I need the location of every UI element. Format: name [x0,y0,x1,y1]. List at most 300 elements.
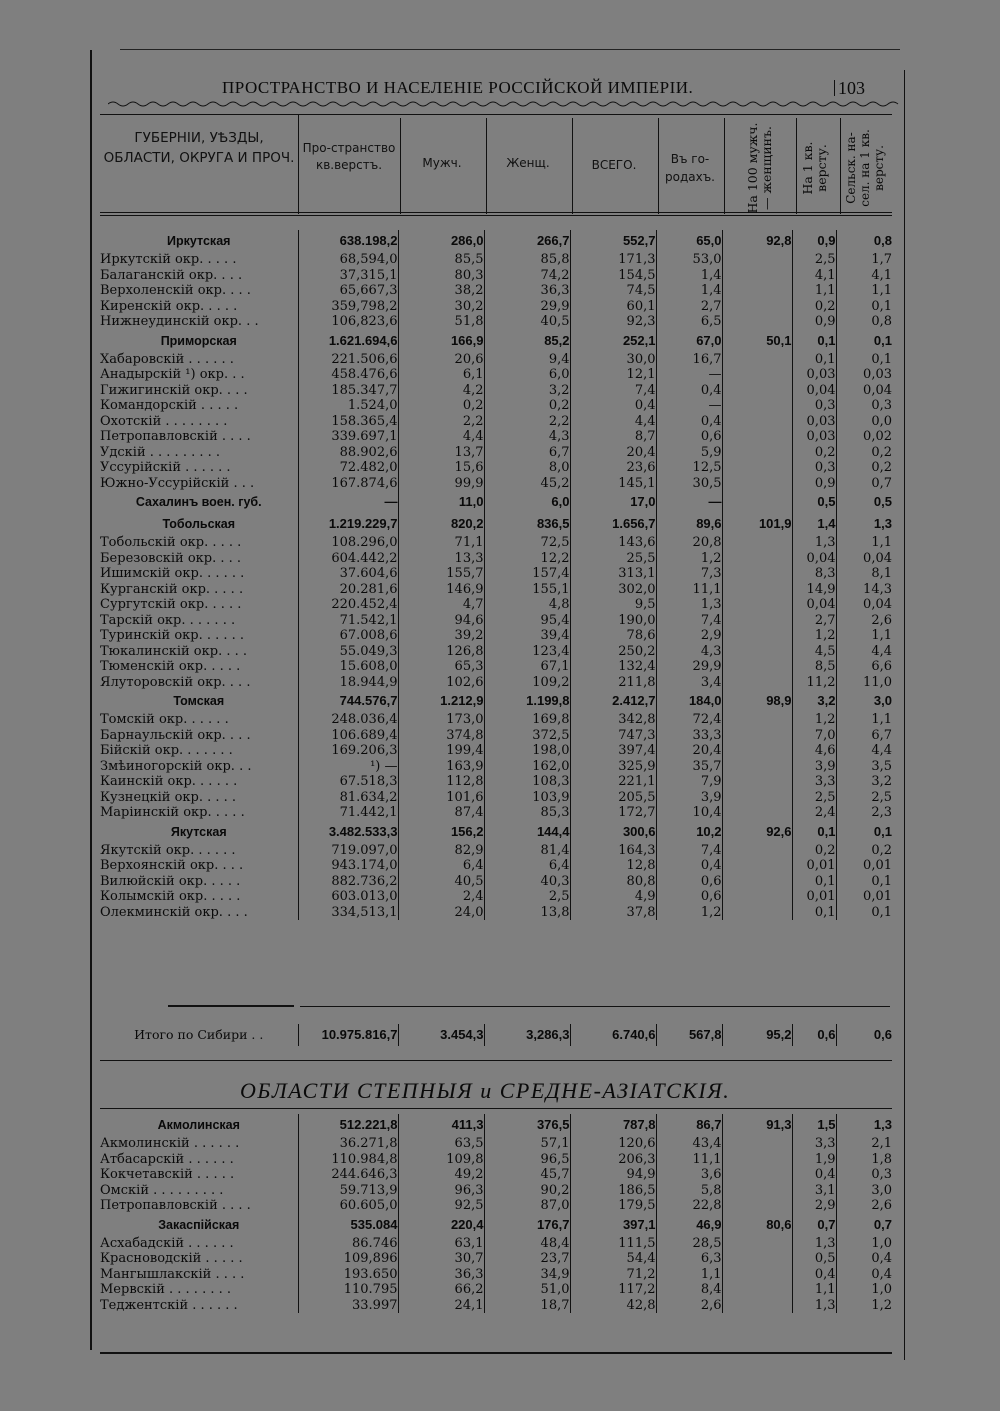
cell: — [656,398,722,414]
cell: 51,8 [398,314,484,330]
cell: 3,3 [792,774,836,790]
table-row [100,398,892,414]
table-row [100,597,892,613]
row-name: Мервскій . . . . . . . . [100,1282,298,1298]
cell: 72,4 [656,712,722,728]
cell: 0,7 [871,475,892,491]
cell: 59.713,9 [298,1183,398,1199]
cell [722,774,792,790]
cell: 24,1 [398,1298,484,1314]
cell: 4,4 [871,743,892,758]
cell: 98,9 [722,690,792,712]
cell: 1,9 [792,1152,836,1168]
row-name: Киренскій окр. . . . . [100,299,298,315]
col-head-area: Про-странство кв.верстъ. [302,141,396,172]
cell: 1,2 [792,628,836,644]
cell: 1,2 [656,551,722,567]
cell: 0,9 [792,314,836,330]
cell: 1,1 [792,1282,836,1298]
row-name: Охотскій . . . . . . . . [100,414,298,430]
cell: 54,4 [570,1251,656,1267]
cell: 0,4 [656,414,722,430]
cell: 604.442,2 [298,551,398,567]
group-row [100,821,892,843]
cell: 37,8 [570,905,656,921]
siberia-table [100,230,892,920]
cell: 535.084 [298,1214,398,1236]
row-name: Петропавловскій . . . . [100,429,298,445]
cell [722,582,792,598]
cell: 110.984,8 [298,1152,398,1168]
cell: 71.442,1 [298,805,398,821]
table-row [100,252,892,268]
cell: 96,5 [484,1152,570,1168]
cell: 80,6 [722,1214,792,1236]
cell: 1,1 [792,283,836,299]
cell: 155,7 [398,566,484,582]
cell: 2,5 [792,252,836,268]
cell: 67.008,6 [298,628,398,644]
cell: 0,3 [792,460,836,476]
cell: 92,3 [570,314,656,330]
cell: 67,1 [484,659,570,675]
group-row [100,1214,892,1236]
cell: 1,4 [656,268,722,284]
table-row [100,712,892,728]
row-name: Верхоленскій окр. . . . [100,283,298,299]
cell: 173,0 [398,712,484,728]
cell: — [656,491,722,513]
cell: 13,7 [398,445,484,461]
row-name: Хабаровскій . . . . . . [100,352,298,368]
row-name: Красноводскій . . . . . [100,1251,298,1267]
cell [722,1136,792,1152]
cell: 0,6 [656,874,722,890]
cell: 4,5 [792,644,836,660]
row-name: Ялуторовскій окр. . . . [100,675,298,691]
row-name: Каинскій окр. . . . . . [100,774,298,790]
cell: 1,3 [873,1117,892,1132]
cell: 28,5 [656,1236,722,1252]
cell: 0,01 [863,889,892,904]
cell: 638.198,2 [298,230,398,252]
cell: 11,0 [398,491,484,513]
cell: 0,04 [792,383,836,399]
cell: 1.524,0 [298,398,398,414]
cell: 8,3 [792,566,836,582]
cell: 109,2 [484,675,570,691]
cell [722,352,792,368]
table-row [100,889,892,905]
total-label: Итого по Сибири . . [100,1024,298,1046]
total-cell: 95,2 [722,1024,792,1046]
cell: 603.013,0 [298,889,398,905]
cell: 0,04 [863,597,892,612]
cell: 1,5 [792,1114,836,1136]
cell: 6,4 [484,858,570,874]
cell: 372,5 [484,728,570,744]
cell: 29,9 [656,659,722,675]
group-row [100,230,892,252]
table-row [100,675,892,691]
table-row [100,551,892,567]
cell: 0,2 [871,444,892,460]
cell: 0,1 [873,332,892,348]
cell: 37,315,1 [298,268,398,284]
cell: 0,5 [873,494,892,509]
cell: 20,4 [656,743,722,759]
cell [722,491,792,513]
cell: 36,3 [484,283,570,299]
cell: 92,8 [722,230,792,252]
col-head-female: Женщ. [506,156,550,170]
cell: 184,0 [656,690,722,712]
table-row [100,905,892,921]
cell: 23,6 [570,460,656,476]
cell: 12,2 [484,551,570,567]
cell [722,712,792,728]
row-name: Теджентскій . . . . . . [100,1298,298,1314]
col-head-rural-density: Сельск. на-сел. на 1 кв. версту. [844,129,886,207]
cell: 87,0 [484,1198,570,1214]
cell: 1,3 [792,1236,836,1252]
table-row [100,299,892,315]
cell [722,1251,792,1267]
row-name: Бійскій окр. . . . . . . [100,743,298,759]
cell: 55.049,3 [298,644,398,660]
cell: 376,5 [484,1114,570,1136]
cell: 176,7 [484,1214,570,1236]
cell: 205,5 [570,790,656,806]
cell: 7,4 [656,613,722,629]
table-row [100,314,892,330]
cell: 3,6 [656,1167,722,1183]
cell: 2,6 [871,1198,892,1213]
cell: 2,5 [871,789,892,805]
cell: 72.482,0 [298,460,398,476]
row-name: Асхабадскій . . . . . . [100,1236,298,1252]
cell: 2,1 [871,1136,892,1151]
cell: 8,5 [792,659,836,675]
cell: 82,9 [398,843,484,859]
cell: 78,6 [570,628,656,644]
cell [722,805,792,821]
cell: 167.874,6 [298,476,398,492]
col-head-male: Мужч. [422,156,462,170]
row-name: Маріинскій окр. . . . . [100,805,298,821]
col-head-total: ВСЕГО. [591,158,637,172]
section-top-rule [100,1060,892,1061]
table-row [100,613,892,629]
cell: 6,1 [398,367,484,383]
cell: 0,2 [792,843,836,859]
cell: 9,4 [484,352,570,368]
cell: 72,5 [484,535,570,551]
cell: 89,6 [656,513,722,535]
cell: 6,0 [484,491,570,513]
cell: 0,4 [656,858,722,874]
cell: 14,9 [792,582,836,598]
cell: 1,2 [792,712,836,728]
cell: 74,5 [570,283,656,299]
cell: 1,1 [871,712,892,727]
cell: 20,6 [398,352,484,368]
cell: 12,8 [570,858,656,874]
cell: 4,4 [398,429,484,445]
cell: 0,04 [863,382,892,398]
cell: 0,2 [398,398,484,414]
group-row [100,513,892,535]
cell: 164,3 [570,843,656,859]
cell: 169,8 [484,712,570,728]
row-name: Змѣиногорскій окр. . . [100,759,298,775]
table-row [100,874,892,890]
cell: 101,9 [722,513,792,535]
table-row [100,1136,892,1152]
cell: 0,03 [792,367,836,383]
cell: 359,798,2 [298,299,398,315]
row-name: Березовскій окр. . . . [100,551,298,567]
section-bottom-rule [100,1108,892,1109]
cell: 126,8 [398,644,484,660]
cell: 4,1 [792,268,836,284]
total-rule-left [168,1005,294,1007]
cell: 397,4 [570,743,656,759]
cell: 172,7 [570,805,656,821]
cell: 80,3 [398,268,484,284]
cell: 166,9 [398,330,484,352]
cell: 7,3 [656,566,722,582]
cell: 0,2 [484,398,570,414]
cell: 2.412,7 [570,690,656,712]
cell: 120,6 [570,1136,656,1152]
cell: 15,6 [398,460,484,476]
cell: 820,2 [398,513,484,535]
cell: 0,2 [871,460,892,475]
cell: 154,5 [570,268,656,284]
cell: 3.482.533,3 [298,821,398,843]
row-name: Сахалинъ воен. губ. [100,491,298,513]
cell: 29,9 [484,299,570,315]
cell: 7,4 [656,843,722,859]
row-name: Атбасарскій . . . . . . [100,1152,298,1168]
total-cell: 0,6 [873,1027,892,1042]
cell: 0,02 [863,429,892,444]
cell: 0,6 [656,889,722,905]
cell: 3,2 [792,690,836,712]
cell: 0,5 [792,491,836,513]
cell: 109,8 [398,1152,484,1168]
cell [722,367,792,383]
cell: 2,7 [656,299,722,315]
cell: 3,9 [656,790,722,806]
cell: 0,1 [792,874,836,890]
cell: 0,9 [792,230,836,252]
cell: 123,4 [484,644,570,660]
cell: 87,4 [398,805,484,821]
table-row [100,268,892,284]
cell: 36.271,8 [298,1136,398,1152]
cell: 0,3 [871,398,892,413]
row-name: Приморская [100,330,298,352]
table-row [100,1198,892,1214]
cell: 0,4 [792,1167,836,1183]
cell: 1,1 [871,535,892,550]
cell: 60.605,0 [298,1198,398,1214]
cell: 0,8 [873,233,892,248]
cell: 2,2 [398,414,484,430]
table-row [100,790,892,806]
cell: 106,823,6 [298,314,398,330]
row-name: Анадырскій ¹) окр. . . [100,367,298,383]
cell: 199,4 [398,743,484,759]
cell: 74,2 [484,268,570,284]
cell: 9,5 [570,597,656,613]
cell: 33,3 [656,728,722,744]
cell: 7,0 [792,728,836,744]
cell: 220,4 [398,1214,484,1236]
cell: 4,9 [570,889,656,905]
cell: 3,2 [484,383,570,399]
group-row [100,330,892,352]
cell: 512.221,8 [298,1114,398,1136]
cell: 5,9 [656,445,722,461]
cell: 8,7 [570,429,656,445]
cell: 0,03 [863,367,892,382]
table-row [100,414,892,430]
cell [722,268,792,284]
cell: 171,3 [570,252,656,268]
total-cell: 6.740,6 [570,1024,656,1046]
cell: 411,3 [398,1114,484,1136]
row-name: Омскій . . . . . . . . . [100,1183,298,1199]
cell: 102,6 [398,675,484,691]
cell: 112,8 [398,774,484,790]
cell: 179,5 [570,1198,656,1214]
cell: 0,1 [871,904,892,920]
cell: 1.199,8 [484,690,570,712]
cell: 0,4 [656,383,722,399]
running-title: ПРОСТРАНСТВО И НАСЕЛЕНІЕ РОССІЙСКОЙ ИМПЕРІИ. [222,78,694,97]
cell: 1,3 [792,1298,836,1314]
cell: 16,7 [656,352,722,368]
row-name: Тюкалинскій окр. . . . [100,644,298,660]
total-table [100,1024,892,1046]
table-row [100,1282,892,1298]
cell: 244.646,3 [298,1167,398,1183]
cell: 6,4 [398,858,484,874]
cell: 60,1 [570,299,656,315]
table-row [100,858,892,874]
cell: 111,5 [570,1236,656,1252]
cell: 34,9 [484,1267,570,1283]
cell: 1,1 [871,283,892,298]
cell: 1,1 [656,1267,722,1283]
bottom-rule [100,1352,892,1354]
row-name: Курганскій окр. . . . . [100,582,298,598]
cell: 0,01 [792,858,836,874]
cell: 30,5 [656,476,722,492]
cell: 3,0 [871,1182,892,1198]
cell: 145,1 [570,476,656,492]
cell: 35,7 [656,759,722,775]
cell: 80,8 [570,874,656,890]
cell: 1,0 [871,1282,892,1297]
cell: 193.650 [298,1267,398,1283]
cell: 51,0 [484,1282,570,1298]
cell: 266,7 [484,230,570,252]
table-row [100,352,892,368]
cell: 45,7 [484,1167,570,1183]
cell: 0,2 [792,299,836,315]
cell: 0,1 [792,821,836,843]
cell: 99,9 [398,476,484,492]
row-name: Верхоянскій окр. . . . [100,858,298,874]
cell [722,597,792,613]
row-name: Ишимскій окр. . . . . . [100,566,298,582]
cell: 40,3 [484,874,570,890]
cell: 12,5 [656,460,722,476]
row-name: Нижнеудинскій окр. . . [100,314,298,330]
total-cell: 3,286,3 [484,1024,570,1046]
cell: 0,4 [570,398,656,414]
cell: 198,0 [484,743,570,759]
cell [722,1236,792,1252]
cell: 250,2 [570,644,656,660]
cell [722,398,792,414]
total-rule [300,1006,890,1007]
cell: 3,2 [871,774,892,789]
cell: 0,04 [863,550,892,566]
cell: 40,5 [398,874,484,890]
cell: 190,0 [570,613,656,629]
cell: 4,2 [398,383,484,399]
cell: 0,3 [871,1167,892,1182]
cell: 1,8 [871,1151,892,1167]
cell: 7,9 [656,774,722,790]
cell: 1,0 [871,1235,892,1251]
cell: 1,4 [792,513,836,535]
total-cell: 10.975.816,7 [298,1024,398,1046]
cell [722,1298,792,1314]
table-row [100,445,892,461]
cell: 1,7 [871,252,892,267]
cell [722,790,792,806]
cell: 92,5 [398,1198,484,1214]
row-name: Акмолинская [100,1114,298,1136]
table-row [100,1183,892,1199]
cell: 325,9 [570,759,656,775]
table-row [100,1167,892,1183]
cell [722,905,792,921]
cell: 2,7 [792,613,836,629]
cell: 45,2 [484,476,570,492]
cell: 65,667,3 [298,283,398,299]
row-name: Якутскій окр. . . . . . [100,843,298,859]
cell: 0,7 [792,1214,836,1236]
cell: — [298,491,398,513]
cell: 7,4 [570,383,656,399]
cell: 1,3 [656,597,722,613]
cell: 206,3 [570,1152,656,1168]
cell: 24,0 [398,905,484,921]
cell: 1.212,9 [398,690,484,712]
cell: 1,2 [656,905,722,921]
cell: 22,8 [656,1198,722,1214]
cell: 882.736,2 [298,874,398,890]
cell: 342,8 [570,712,656,728]
cell: 23,7 [484,1251,570,1267]
